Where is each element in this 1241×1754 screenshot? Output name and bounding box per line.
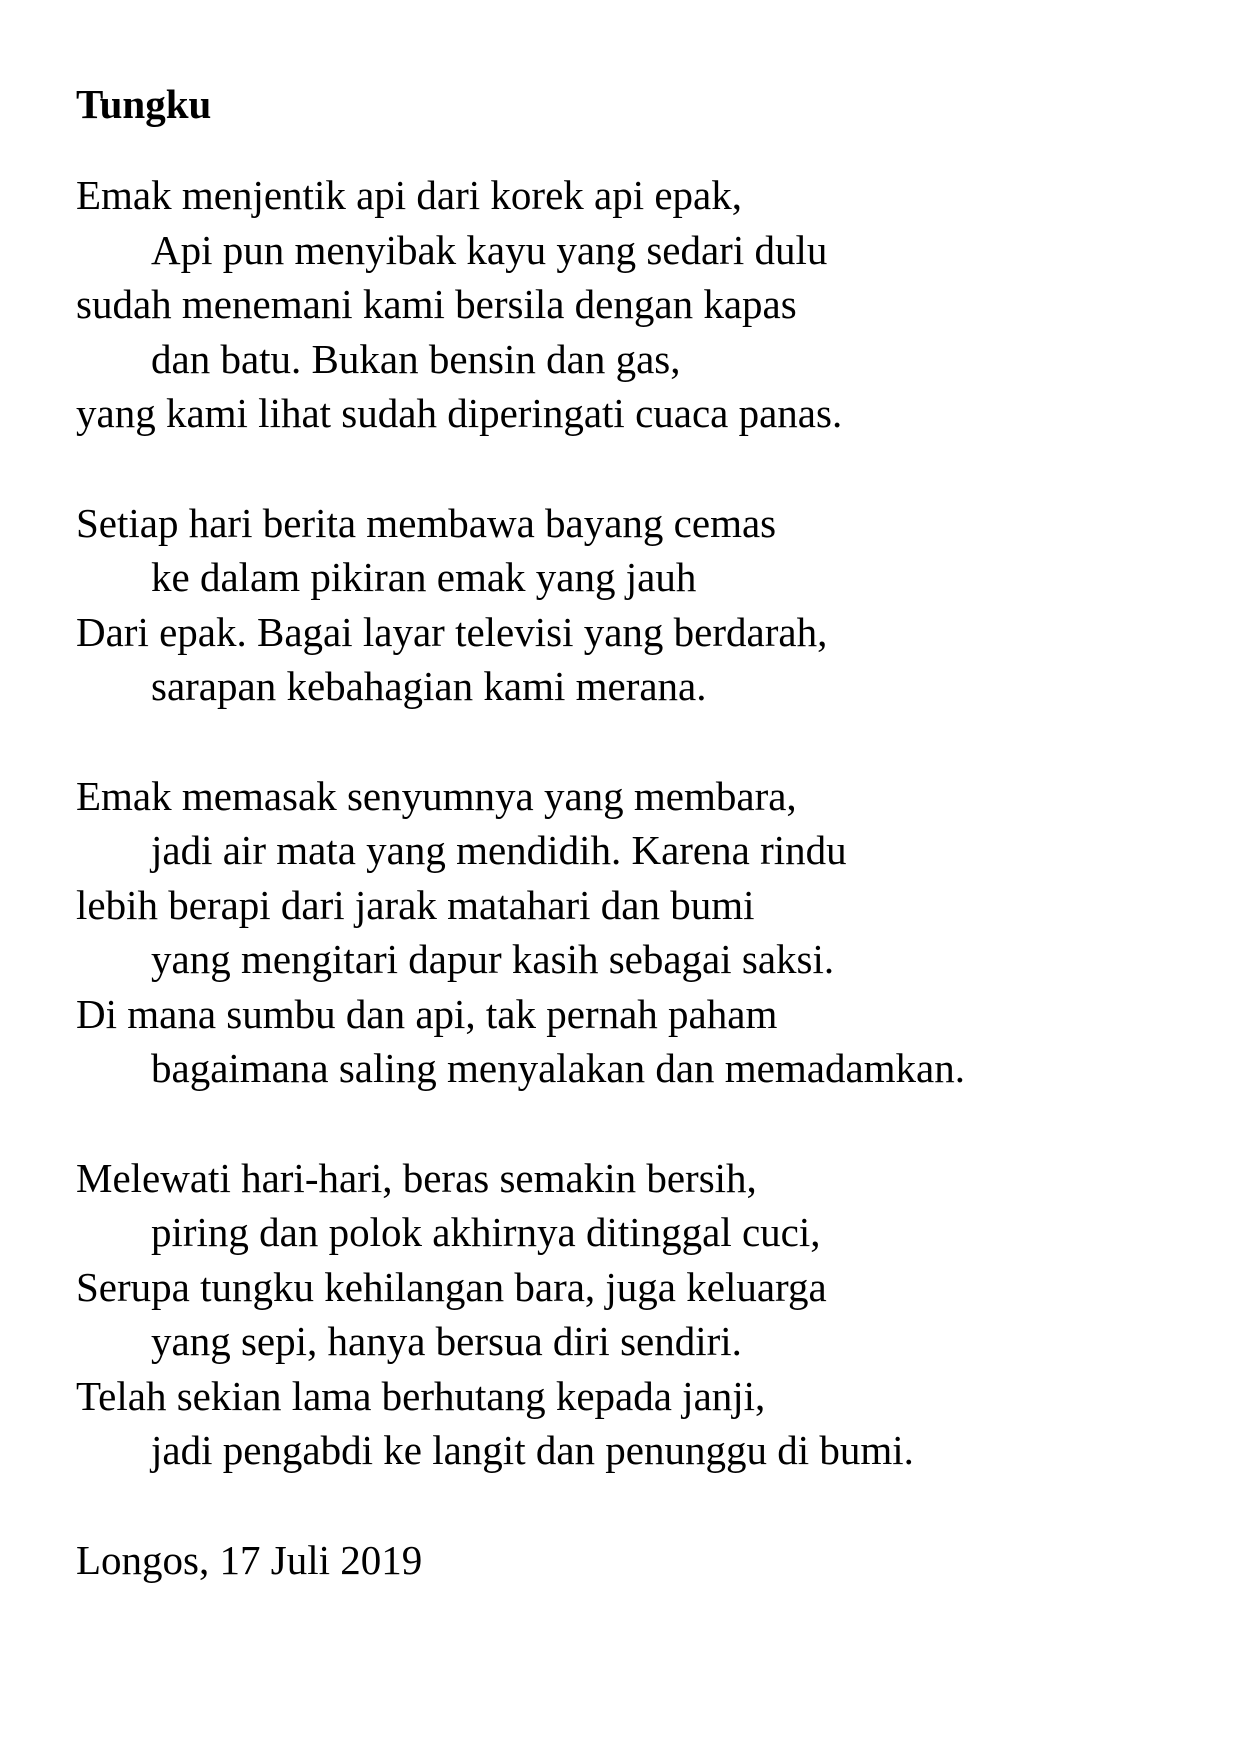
stanza-1	[76, 168, 1196, 441]
poem-line: piring dan polok akhirnya ditinggal cuci,	[151, 1209, 821, 1255]
poem-line: Di mana sumbu dan api, tak pernah paham	[76, 990, 778, 1037]
poem-line: yang mengitari dapur kasih sebagai saksi.	[151, 936, 835, 982]
poem-line: dan batu. Bukan bensin dan gas,	[151, 335, 681, 382]
poem-page	[76, 78, 1196, 1587]
poem-line: Serupa tungku kehilangan bara, juga keluarga	[76, 1263, 827, 1310]
poem-line: jadi pengabdi ke langit dan penunggu di bumi.	[151, 1427, 914, 1473]
poem-line: sudah menemani kami bersila dengan kapas	[76, 281, 797, 327]
poem-line: sarapan kebahagian kami merana.	[151, 663, 707, 709]
poem-line: Melewati hari-hari, beras semakin bersih,	[76, 1154, 757, 1201]
stanza-4	[76, 1151, 1196, 1478]
poem-line: lebih berapi dari jarak matahari dan bumi	[76, 881, 755, 928]
poem-line: bagaimana saling menyalakan dan memadamkan.	[151, 1045, 965, 1091]
poem-line: Emak memasak senyumnya yang membara,	[76, 772, 797, 819]
poem-line: yang kami lihat sudah diperingati cuaca panas.	[76, 390, 843, 436]
poem-line: Telah sekian lama berhutang kepada janji,	[76, 1372, 766, 1419]
poem-signature: Longos, 17 Juli 2019	[76, 1536, 423, 1583]
poem-line: Api pun menyibak kayu yang sedari dulu	[151, 226, 828, 273]
poem-line: jadi air mata yang mendidih. Karena rindu	[151, 827, 847, 873]
poem-line: Setiap hari berita membawa bayang cemas	[76, 499, 777, 546]
poem-line: Dari epak. Bagai layar televisi yang berdarah,	[76, 608, 828, 655]
poem-line: ke dalam pikiran emak yang jauh	[151, 554, 697, 600]
poem-title: Tungku	[76, 81, 212, 127]
stanza-2	[76, 496, 1196, 714]
poem-line: Emak menjentik api dari korek api epak,	[76, 172, 743, 218]
poem-line: yang sepi, hanya bersua diri sendiri.	[151, 1318, 742, 1364]
stanza-3	[76, 769, 1196, 1096]
